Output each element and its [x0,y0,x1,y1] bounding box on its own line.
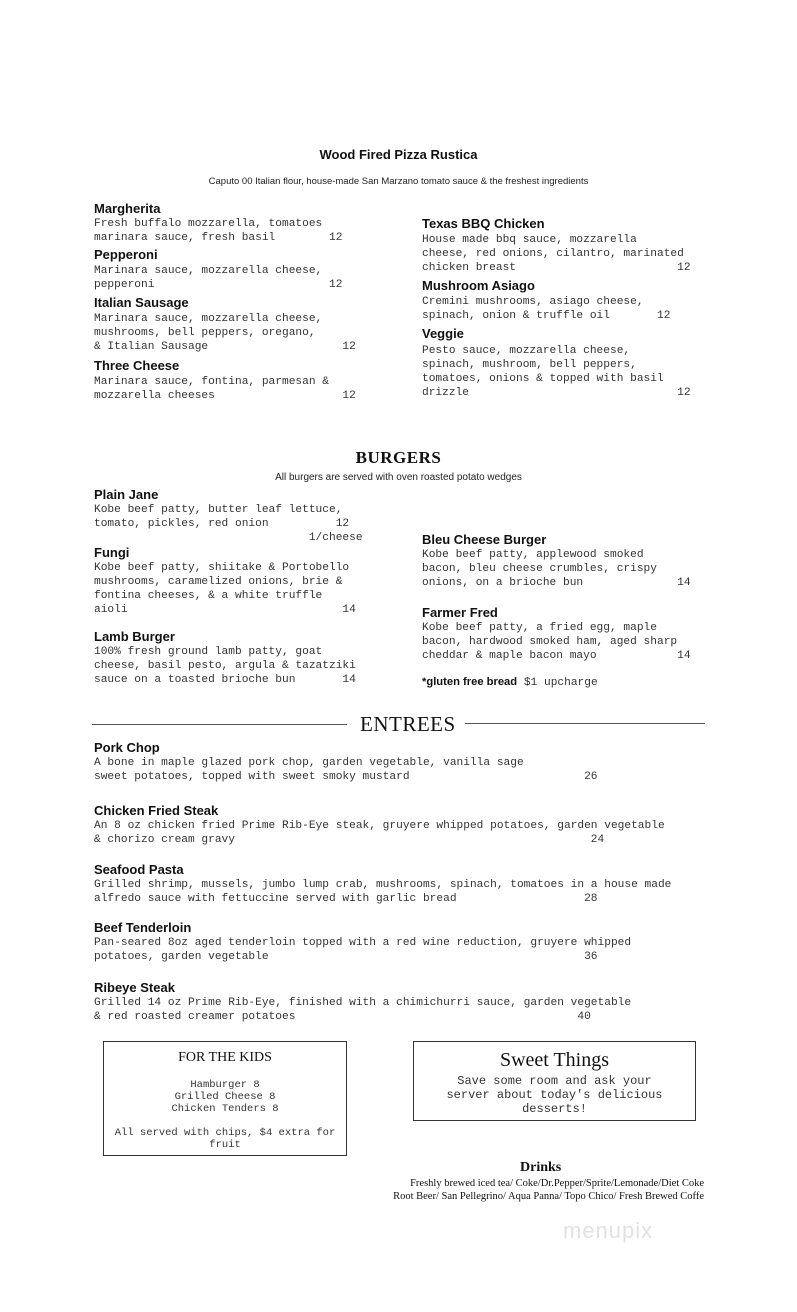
drinks-title: Drinks [520,1160,562,1175]
menu-item-desc: Marinara sauce, mozzarella cheese, pepperoni 12 [94,265,343,291]
menu-item-name: Texas BBQ Chicken [422,216,545,231]
menu-item-name: Mushroom Asiago [422,278,535,293]
kids-items: Hamburger 8 Grilled Cheese 8 Chicken Tenders 8 [171,1079,279,1115]
menu-item-name: Pepperoni [94,247,158,262]
menu-item-desc: Grilled shrimp, mussels, jumbo lump crab, mushrooms, spinach, tomatoes in a house made alfredo sauce with fettuccine served with garlic bread 28 [94,879,672,905]
menu-item-name: Margherita [94,201,161,216]
menu-item-desc: Kobe beef patty, applewood smoked bacon, bleu cheese crumbles, crispy onions, on a brioche bun 14 [422,549,691,589]
menu-item-name: Chicken Fried Steak [94,803,219,818]
menu-item-name: Plain Jane [94,487,159,502]
sweet-things-title: Sweet Things [499,1049,610,1071]
gluten-free-label: *gluten free bread [422,676,518,688]
menu-item-desc: Fresh buffalo mozzarella, tomatoes marinara sauce, fresh basil 12 [94,218,343,244]
sweet-things-text: Save some room and ask your server about today's delicious desserts! [446,1074,663,1116]
pizza-title: Wood Fired Pizza Rustica [319,147,478,162]
menu-item-name: Bleu Cheese Burger [422,532,547,547]
menu-item-name: Fungi [94,545,130,560]
menu-item-name: Seafood Pasta [94,862,184,877]
sweet-things-box [413,1041,696,1121]
menu-item-desc: Pan-seared 8oz aged tenderloin topped with a red wine reduction, gruyere whipped potatoes, garden vegetable 36 [94,937,632,963]
menu-item-name: Pork Chop [94,740,160,755]
entrees-rule-left [92,724,347,725]
menu-item-desc: House made bbq sauce, mozzarella cheese, red onions, cilantro, marinated chicken breast 12 [422,234,691,274]
kids-note: All served with chips, $4 extra for fruit [114,1127,336,1151]
menu-item-desc: Grilled 14 oz Prime Rib-Eye, finished with a chimichurri sauce, garden vegetable & red roasted creamer potatoes 40 [94,997,632,1023]
pizza-subtitle: Caputo 00 Italian flour, house-made San Marzano tomato sauce & the freshest ingredients [208,176,589,187]
menu-item-name: Three Cheese [94,358,180,373]
gluten-free-note [422,676,598,689]
menu-item-name: Lamb Burger [94,629,175,644]
menu-item-desc: Pesto sauce, mozzarella cheese, spinach, mushroom, bell peppers, tomatoes, onions & topped with basil drizzle 12 [422,345,691,399]
menu-item-name: Beef Tenderloin [94,920,192,935]
menu-item-desc: Marinara sauce, mozzarella cheese, mushrooms, bell peppers, oregano, & Italian Sausage 12 [94,313,356,353]
burgers-title: BURGERS [355,448,442,467]
menu-item-desc: Marinara sauce, fontina, parmesan & mozzarella cheeses 12 [94,376,356,402]
menu-item-desc: Cremini mushrooms, asiago cheese, spinach, onion & truffle oil 12 [422,296,671,322]
menu-item-desc: Kobe beef patty, butter leaf lettuce, tomato, pickles, red onion 12 1/cheese [94,504,363,544]
menu-item-name: Italian Sausage [94,295,189,310]
kids-box [103,1041,347,1156]
menu-item-name: Veggie [422,326,464,341]
menu-item-desc: An 8 oz chicken fried Prime Rib-Eye steak, gruyere whipped potatoes, garden vegetable & chorizo cream gravy 24 [94,820,665,846]
entrees-rule-right [465,723,705,724]
menu-item-desc: 100% fresh ground lamb patty, goat cheese, basil pesto, argula & tazatziki sauce on a toasted brioche bun 14 [94,646,356,686]
drinks-line-1: Freshly brewed iced tea/ Coke/Dr.Pepper/Sprite/Lemonade/Diet Coke [410,1178,704,1189]
menu-item-name: Ribeye Steak [94,980,175,995]
menu-item-desc: A bone in maple glazed pork chop, garden vegetable, vanilla sage sweet potatoes, topped with sweet smoky mustard 26 [94,757,598,783]
kids-title: FOR THE KIDS [178,1050,272,1065]
menu-item-name: Farmer Fred [422,605,498,620]
menupix-watermark: menupix [563,1218,654,1243]
gluten-free-price: $1 upcharge [517,677,598,689]
entrees-title: ENTREES [360,712,456,736]
menu-item-desc: Kobe beef patty, a fried egg, maple bacon, hardwood smoked ham, aged sharp cheddar & maple bacon mayo 14 [422,622,691,662]
menu-item-desc: Kobe beef patty, shiitake & Portobello mushrooms, caramelized onions, brie & fontina cheeses, & a white truffle aioli 14 [94,562,356,616]
burgers-subtitle: All burgers are served with oven roasted potato wedges [275,472,522,483]
drinks-line-2: Root Beer/ San Pellegrino/ Aqua Panna/ Topo Chico/ Fresh Brewed Coffe [393,1191,704,1202]
